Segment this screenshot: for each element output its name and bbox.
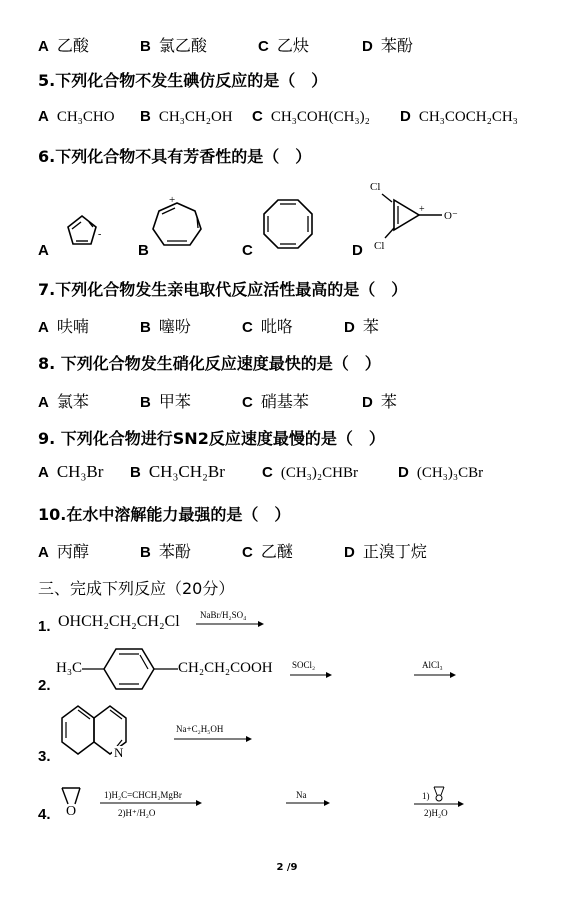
q6-stem: 6.下列化合物不具有芳香性的是（ ） [38, 147, 312, 166]
q9-option-d: D (CH₃)₃CBr [398, 464, 484, 481]
q5-option-a: A CH₃CHO [38, 108, 115, 125]
q4-option-d: D 苯酚 [362, 36, 413, 55]
page-number: 2 /9 [276, 862, 298, 873]
q5-stem: 5.下列化合物不发生碘仿反应的是（ ） [38, 71, 328, 90]
reaction-1-condition: NaBr/H₂SO₄ [200, 610, 247, 620]
reaction-2-side-chain: CH₂CH₂COOH [178, 660, 273, 676]
small-epoxide-icon [414, 784, 466, 824]
cyclooctatetraene-structure [256, 196, 320, 258]
reaction-1-reactant: OHCH₂CH₂CH₂Cl [58, 613, 180, 630]
q5-option-b: B CH₃CH₂OH [140, 108, 233, 125]
q7-option-d: D 苯 [344, 317, 379, 336]
reaction-4-arrow-1 [100, 790, 204, 824]
q10-option-d: D 正溴丁烷 [344, 542, 427, 561]
q6-option-a-letter: A [38, 242, 49, 259]
reaction-4-arrow-2 [286, 790, 332, 812]
q10-option-c: C 乙醚 [242, 542, 293, 561]
reaction-4-condition-1-bottom: 2)H⁺/H₂O [118, 808, 156, 818]
q10-option-a: A 丙醇 [38, 542, 89, 561]
reaction-1 [38, 612, 338, 636]
reaction-4-condition-3-top: 1) [422, 791, 430, 801]
reaction-4-arrow-3 [414, 784, 466, 824]
oxide-anion-label: O⁻ [444, 210, 458, 222]
q9-option-a: A CH₃Br [38, 462, 104, 481]
reaction-2-arrow-2 [414, 660, 458, 682]
reaction-3-condition: Na+C₂H₅OH [176, 724, 224, 734]
quinoline-structure [58, 700, 158, 762]
q8-option-b: B 甲苯 [140, 392, 191, 411]
q9-option-c: C (CH₃)₂CHBr [262, 464, 358, 481]
q9-stem: 9. 下列化合物进行SN2反应速度最慢的是（ ） [38, 429, 385, 448]
q6-option-b-letter: B [138, 242, 149, 259]
reaction-4-condition-3-bottom: 2)H₂O [424, 808, 448, 818]
negative-charge-label: - [98, 229, 102, 240]
reaction-2-arrow-1 [290, 660, 334, 682]
q5-option-d: D CH₃COCH₂CH₃ [400, 108, 518, 125]
reaction-4-condition-1-top: 1)H₂C=CHCH₂MgBr [104, 790, 182, 800]
q8-option-d: D 苯 [362, 392, 397, 411]
positive-charge-label: + [169, 194, 176, 206]
q5-option-c: C CH₃COH(CH₃)₂ [252, 108, 370, 125]
reaction-1-arrow [196, 610, 266, 632]
q4-option-c: C 乙炔 [258, 36, 309, 55]
epoxide-oxygen-label: O [66, 804, 77, 818]
tropylium-cation-structure [150, 193, 210, 259]
ethylene-oxide-structure [56, 782, 88, 818]
q7-option-a: A 呋喃 [38, 317, 89, 336]
reaction-2-methyl: H₃C [56, 660, 83, 676]
reaction-4-number: 4. [38, 806, 51, 823]
reaction-4-condition-2: Na [296, 790, 307, 800]
nitrogen-label: N [114, 745, 124, 760]
q7-option-c: C 吡咯 [242, 317, 293, 336]
q6-option-c-letter: C [242, 242, 253, 259]
q7-option-b: B 噻吩 [140, 317, 191, 336]
q9-option-b: B CH₃CH₂Br [130, 462, 225, 481]
section-3-title: 三、完成下列反应（20分） [38, 579, 235, 598]
q8-stem: 8. 下列化合物发生硝化反应速度最快的是（ ） [38, 354, 381, 373]
q10-stem: 10.在水中溶解能力最强的是（ ） [38, 505, 291, 524]
ring-positive-charge: + [419, 204, 425, 215]
dichlorocyclopropenone-structure [364, 176, 474, 256]
para-substituted-benzene-ring [82, 645, 182, 695]
q6-option-d-letter: D [352, 242, 363, 259]
chlorine-label-top: Cl [370, 181, 381, 193]
q8-option-a: A 氯苯 [38, 392, 89, 411]
q4-option-b: B 氯乙酸 [140, 36, 207, 55]
q10-option-b: B 苯酚 [140, 542, 191, 561]
reaction-3-number: 3. [38, 748, 51, 765]
q4-option-a: A 乙酸 [38, 36, 89, 55]
chlorine-label-bottom: Cl [374, 240, 385, 252]
q7-stem: 7.下列化合物发生亲电取代反应活性最高的是（ ） [38, 280, 408, 299]
reaction-2-number: 2. [38, 677, 51, 694]
q8-option-c: C 硝基苯 [242, 392, 309, 411]
reaction-2-condition-1: SOCl₂ [292, 660, 316, 670]
reaction-3-arrow [174, 724, 254, 746]
reaction-1-number: 1. [38, 618, 51, 635]
reaction-2-condition-2: AlCl₃ [422, 660, 443, 670]
cyclopentadienyl-anion-structure [60, 210, 110, 260]
